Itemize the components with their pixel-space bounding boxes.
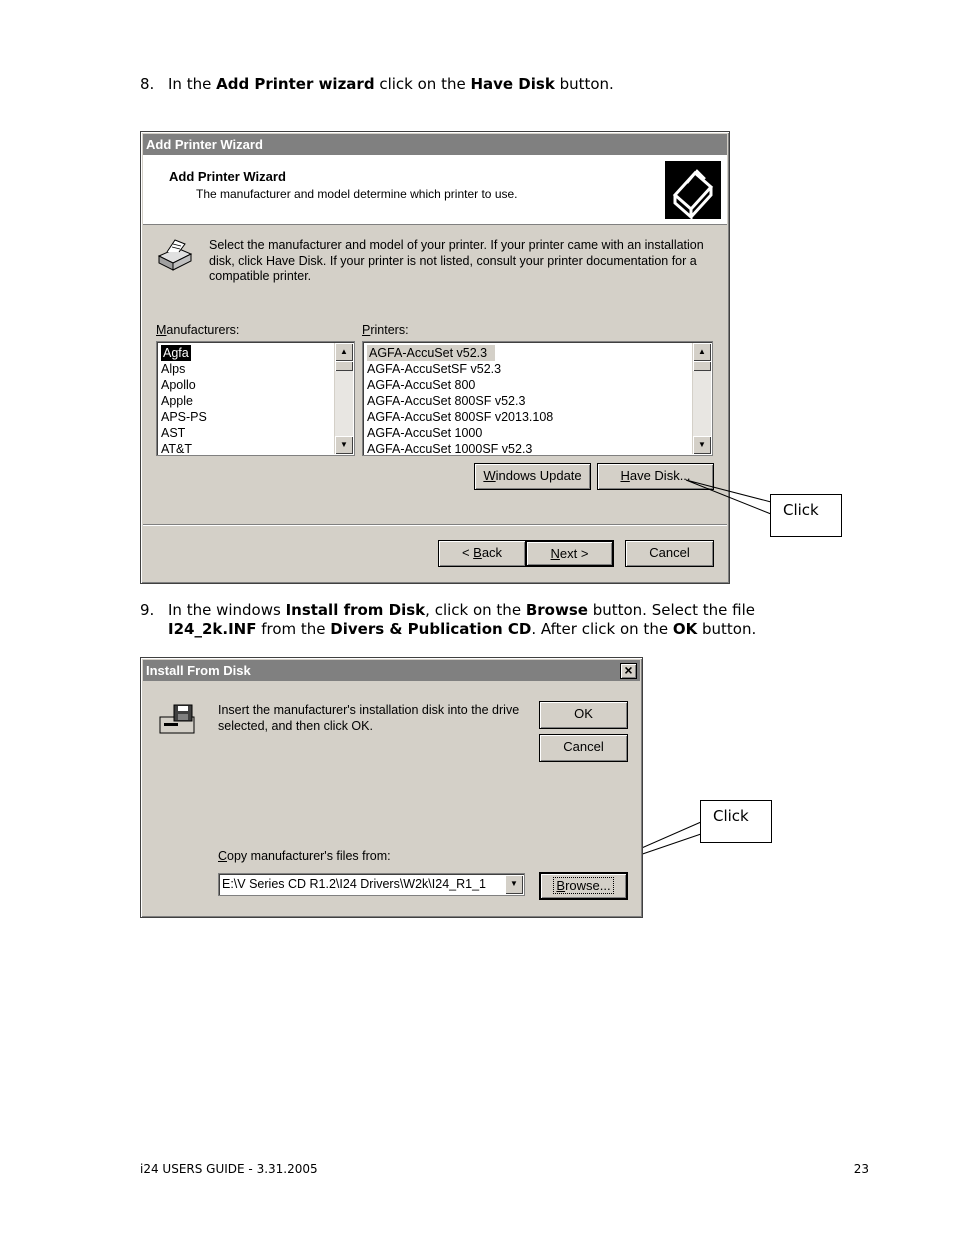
step-number: 9. (140, 601, 155, 619)
footer-guide-title: i24 USERS GUIDE - 3.31.2005 (140, 1162, 318, 1176)
windows-update-button[interactable]: Windows Update (474, 463, 591, 490)
scroll-up-icon[interactable]: ▲ (335, 343, 353, 361)
step-9-instruction: 9. In the windows Install from Disk, click on the Browse button. Select the file I24_2k.INF from the Divers & Publication CD. After click on the OK button. (140, 601, 757, 638)
install-message: Insert the manufacturer's installation disk into the drive selected, and then click OK. (218, 703, 520, 733)
cancel-button[interactable]: Cancel (539, 734, 628, 762)
list-item[interactable]: AGFA-AccuSet 800 (367, 378, 476, 392)
printers-label: Printers: (362, 323, 409, 337)
list-item[interactable]: Agfa (163, 346, 189, 360)
click-callout-have-disk: Click (770, 494, 842, 537)
list-item[interactable]: AGFA-AccuSetSF v52.3 (367, 362, 502, 376)
list-item[interactable]: APS-PS (161, 410, 207, 424)
list-item[interactable]: Alps (161, 362, 186, 376)
list-item[interactable]: AGFA-AccuSet v52.3 (363, 345, 712, 361)
install-from-disk-dialog (140, 657, 643, 918)
list-item[interactable]: AST (161, 426, 186, 440)
ok-button[interactable]: OK (539, 701, 628, 729)
list-item[interactable]: AGFA-AccuSet 800SF v2013.108 (367, 410, 554, 424)
list-item[interactable]: Apple (161, 394, 193, 408)
list-item[interactable]: Apollo (161, 378, 196, 392)
dialog-title: Install From Disk (143, 660, 640, 681)
step-8-instruction: 8. In the Add Printer wizard click on the Have Disk button. (140, 75, 614, 93)
back-button[interactable]: < Back (438, 540, 526, 567)
list-item[interactable]: AGFA-AccuSet 800SF v52.3 (367, 394, 526, 408)
list-item[interactable]: AGFA-AccuSet 1000SF v52.3 (367, 442, 533, 456)
page-number: 23 (853, 1162, 869, 1176)
step-number: 8. (140, 75, 155, 93)
list-item[interactable]: AGFA-AccuSet 1000 (367, 426, 483, 440)
list-item[interactable]: AT&T (161, 442, 193, 456)
wizard-instructions: Select the manufacturer and model of your printer. If your printer came with an installation disk, click Have Disk. If your printer is not listed, consult your printer documentation for a compatible printer. (209, 238, 704, 283)
have-disk-button[interactable]: Have Disk... (597, 463, 714, 490)
close-icon[interactable]: × (620, 663, 637, 679)
click-callout-browse: Click (700, 800, 772, 843)
path-input[interactable]: E:\V Series CD R1.2\I24 Drivers\W2k\I24_R1_1 (222, 877, 486, 891)
next-button[interactable]: Next > (525, 540, 614, 567)
chevron-down-icon[interactable]: ▼ (505, 875, 523, 894)
wizard-header-subtitle: The manufacturer and model determine which printer to use. (196, 187, 518, 201)
floppy-drive-icon (158, 703, 198, 737)
path-combobox[interactable] (218, 873, 525, 896)
browse-button[interactable]: Browse... (539, 872, 628, 900)
cancel-button[interactable]: Cancel (625, 540, 714, 567)
wizard-header-title: Add Printer Wizard (169, 169, 286, 184)
scroll-down-icon[interactable]: ▼ (693, 436, 711, 454)
manufacturers-label: Manufacturers: (156, 323, 240, 337)
copy-files-label: Copy manufacturer's files from: (218, 849, 391, 863)
scroll-down-icon[interactable]: ▼ (335, 436, 353, 454)
dialog-title: Add Printer Wizard (143, 134, 727, 155)
scroll-up-icon[interactable]: ▲ (693, 343, 711, 361)
